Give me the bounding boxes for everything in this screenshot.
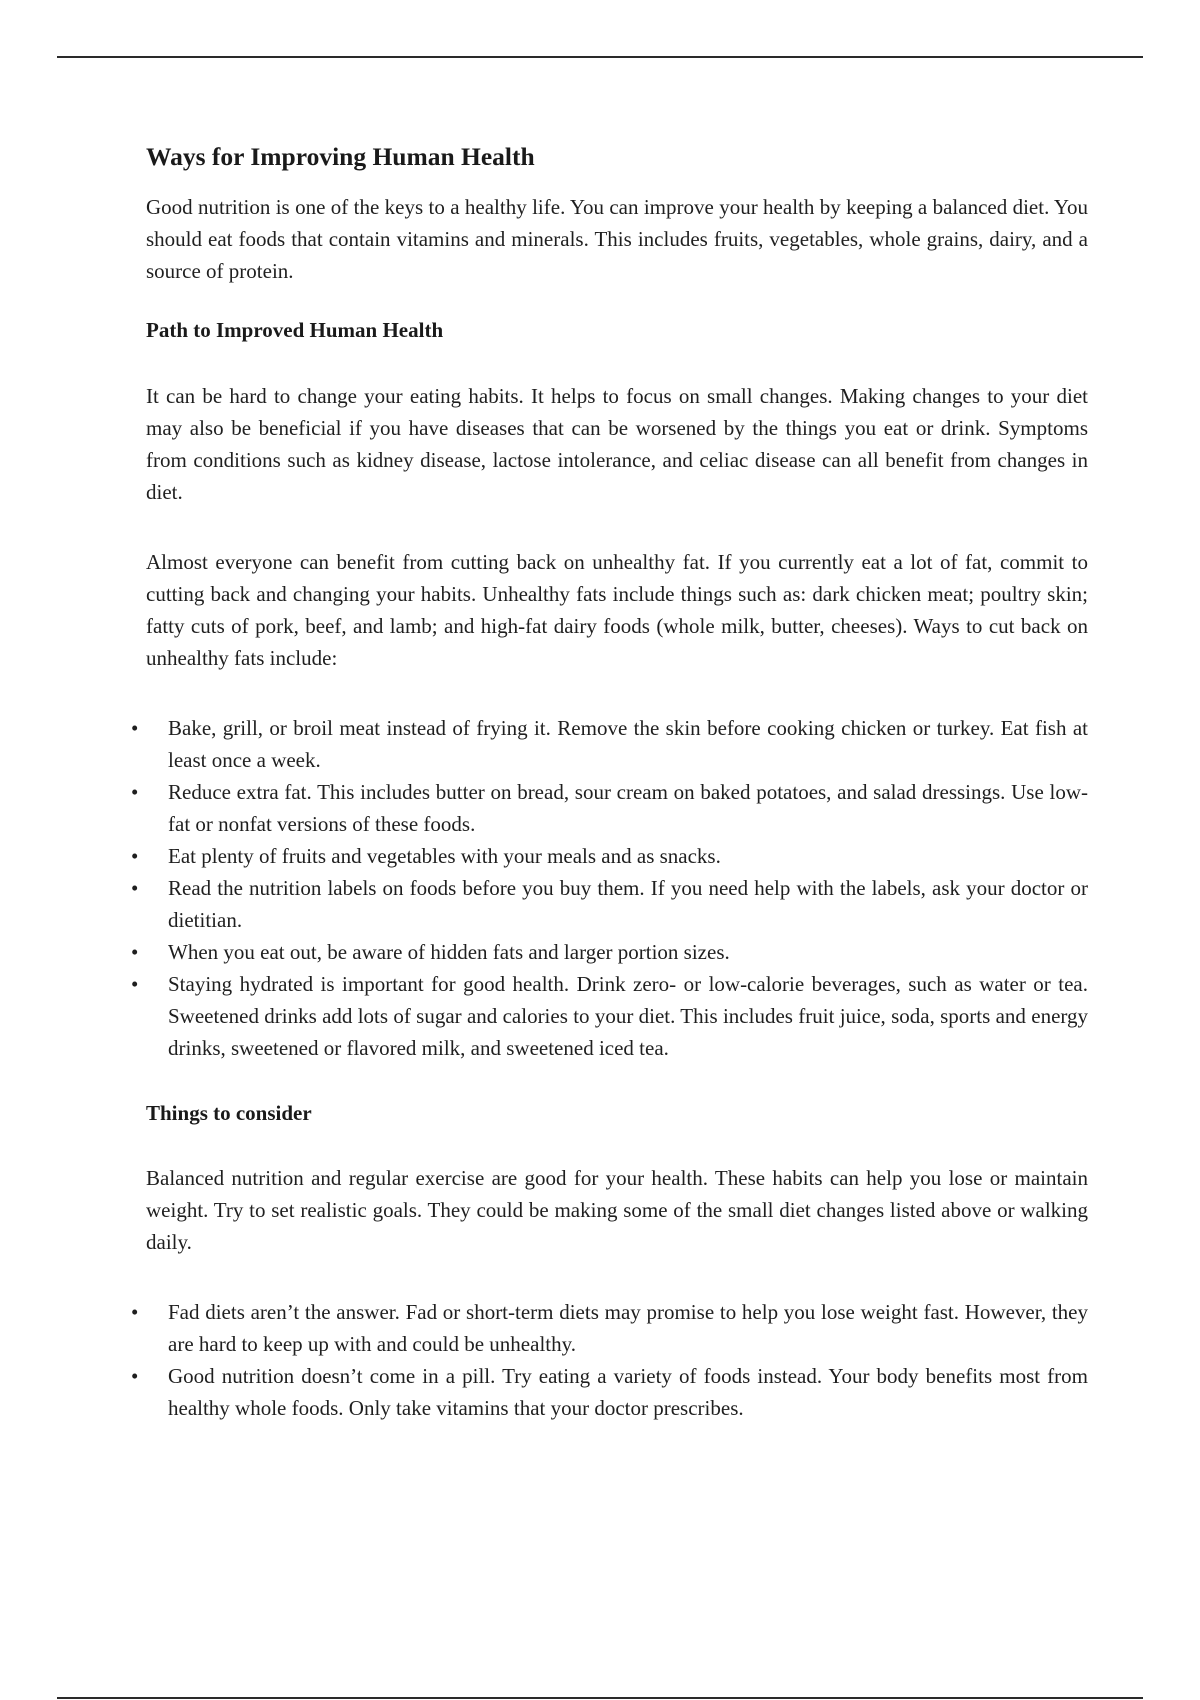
list-item: • Good nutrition doesn’t come in a pill. Try eating a variety of foods instead. Your body benefits most from healthy whole foods. Only take vitamins that your doctor prescribes. bbox=[146, 1360, 1088, 1424]
bullet-glyph: • bbox=[131, 972, 139, 997]
section-heading-path: Path to Improved Human Health bbox=[146, 318, 444, 343]
fat-tips-list bbox=[131, 712, 1088, 1064]
bullet-glyph: • bbox=[131, 716, 139, 741]
list-item: • Read the nutrition labels on foods before you buy them. If you need help with the labels, ask your doctor or dietitian. bbox=[146, 872, 1088, 936]
section-heading-consider: Things to consider bbox=[146, 1101, 312, 1126]
header-rule bbox=[57, 56, 1143, 58]
intro-paragraph: Good nutrition is one of the keys to a healthy life. You can improve your health by keeping a balanced diet. You should eat foods that contain vitamins and minerals. This includes fruits, vegetables, whole grains, dairy, and a source of protein. bbox=[146, 195, 1088, 284]
document-body bbox=[131, 140, 1088, 1424]
list-item: • Eat plenty of fruits and vegetables with your meals and as snacks. bbox=[146, 840, 1088, 872]
bullet-glyph: • bbox=[131, 844, 139, 869]
consider-list bbox=[131, 1296, 1088, 1424]
footer-rule bbox=[57, 1697, 1143, 1699]
eating-habits-paragraph: It can be hard to change your eating habits. It helps to focus on small changes. Making changes to your diet may also be beneficial if you have diseases that can be worsened by the things you eat or drink. Symptoms from conditions such as kidney disease, lactose intolerance, and celiac disease can all benefit from changes in diet. bbox=[146, 384, 1088, 505]
bullet-glyph: • bbox=[131, 1299, 139, 1324]
list-item: • When you eat out, be aware of hidden fats and larger portion sizes. bbox=[146, 936, 1088, 968]
list-item: • Bake, grill, or broil meat instead of frying it. Remove the skin before cooking chicken or turkey. Eat fish at least once a week. bbox=[146, 712, 1088, 776]
bullet-glyph: • bbox=[131, 1363, 139, 1388]
list-item: • Reduce extra fat. This includes butter on bread, sour cream on baked potatoes, and salad dressings. Use low-fat or nonfat versions of these foods. bbox=[146, 776, 1088, 840]
bullet-glyph: • bbox=[131, 876, 139, 901]
balanced-nutrition-paragraph: Balanced nutrition and regular exercise are good for your health. These habits can help you lose or maintain weight. Try to set realistic goals. They could be making some of the small diet changes listed above or walking daily. bbox=[146, 1165, 1088, 1254]
document-title: Ways for Improving Human Health bbox=[146, 142, 535, 171]
unhealthy-fat-paragraph: Almost everyone can benefit from cutting back on unhealthy fat. If you currently eat a lot of fat, commit to cutting back and changing your habits. Unhealthy fats include things such as: dark chicken meat; poultry skin; fatty cuts of pork, beef, and lamb; and high-fat dairy foods (whole milk, butter, cheeses). Ways to cut back on unhealthy fats include: bbox=[146, 550, 1088, 671]
list-item: • Staying hydrated is important for good health. Drink zero- or low-calorie beverages, such as water or tea. Sweetened drinks add lots of sugar and calories to your diet. This includes fruit juice, soda, sports and energy drinks, sweetened or flavored milk, and sweetened iced tea. bbox=[146, 968, 1088, 1064]
bullet-glyph: • bbox=[131, 940, 139, 965]
list-item: • Fad diets aren’t the answer. Fad or short-term diets may promise to help you lose weight fast. However, they are hard to keep up with and could be unhealthy. bbox=[146, 1296, 1088, 1360]
bullet-glyph: • bbox=[131, 780, 139, 805]
